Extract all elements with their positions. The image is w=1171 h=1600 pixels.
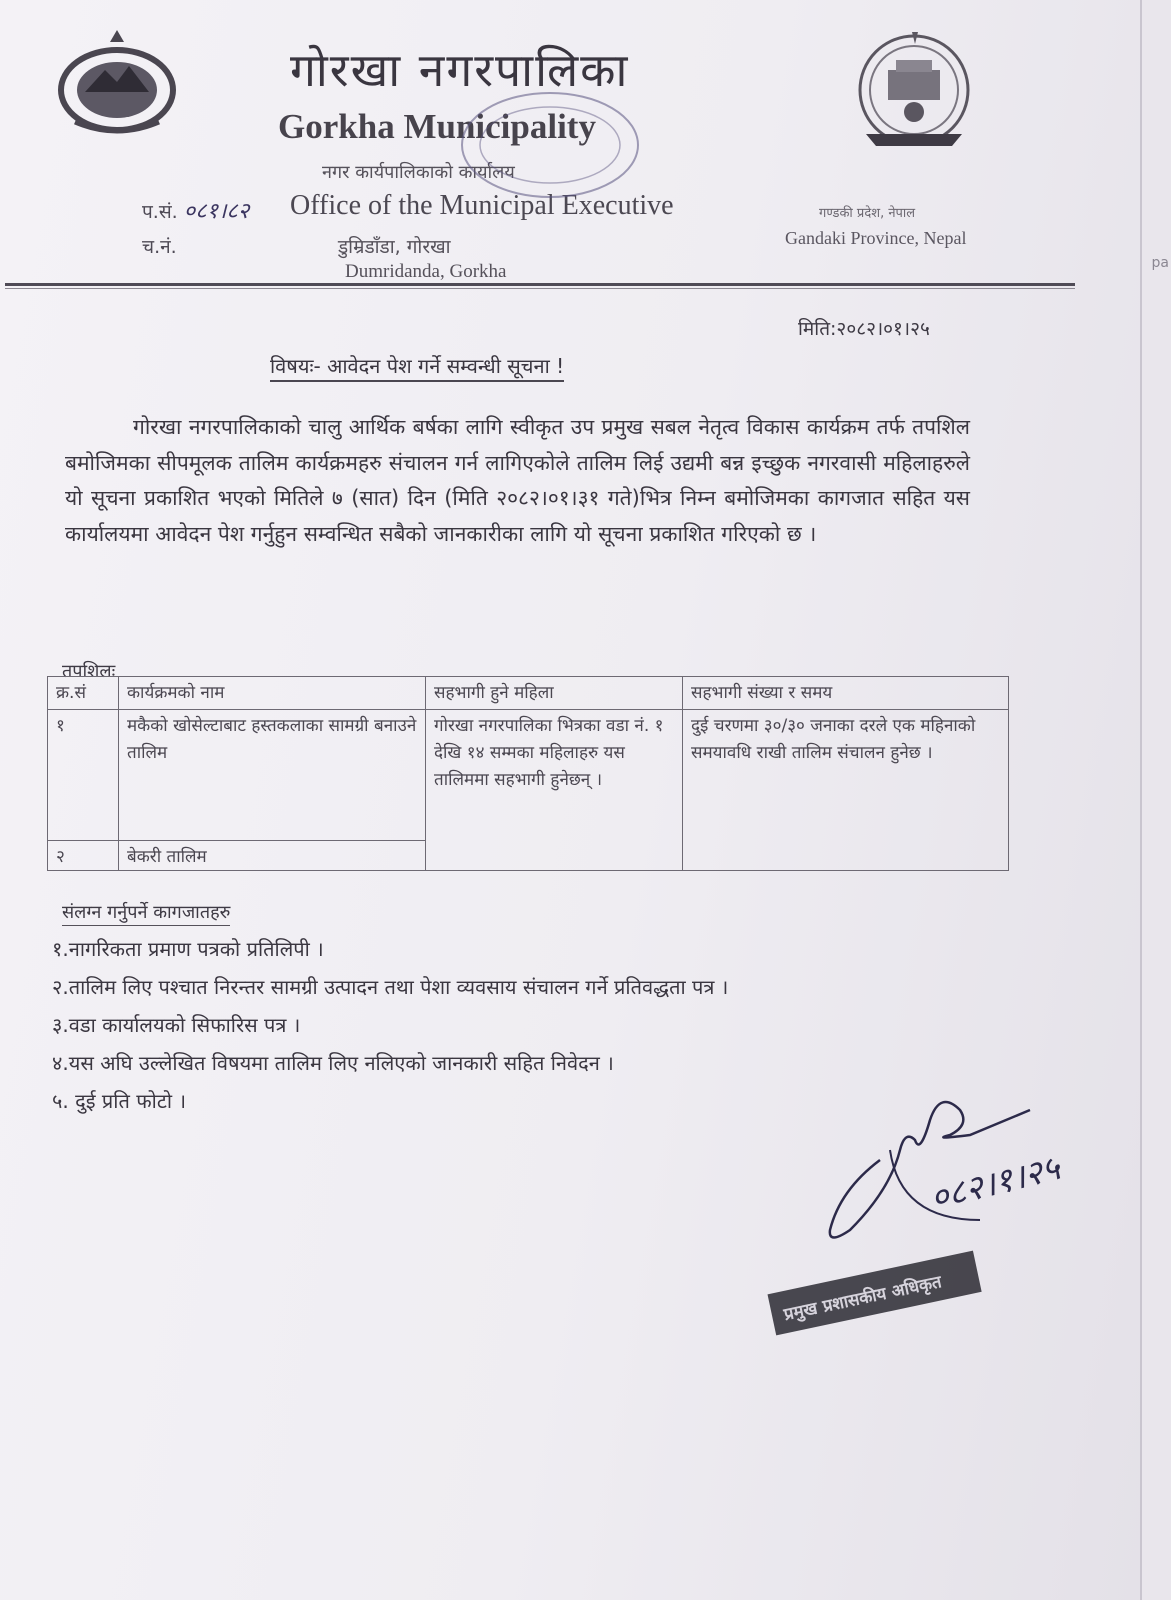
notice-date: मिति:२०८२।०१।२५ bbox=[798, 318, 930, 340]
adjacent-page-text: pa bbox=[1151, 255, 1169, 271]
office-name-nepali: नगर कार्यपालिकाको कार्यालय bbox=[322, 162, 515, 183]
signature bbox=[820, 1080, 1120, 1270]
header-divider bbox=[5, 283, 1075, 286]
chalani-number-label: च.नं. bbox=[142, 236, 177, 258]
header-count-time: सहभागी संख्या र समय bbox=[683, 677, 1009, 710]
notice-subject: विषयः- आवेदन पेश गर्ने सम्वन्धी सूचना ! bbox=[270, 352, 564, 382]
municipality-name-nepali: गोरखा नगरपालिका bbox=[290, 43, 630, 97]
nepal-emblem-icon bbox=[55, 30, 180, 140]
table-header-row bbox=[48, 677, 1009, 710]
table-row bbox=[48, 710, 1009, 841]
address-english: Dumridanda, Gorkha bbox=[345, 261, 507, 282]
header-program-name: कार्यक्रमको नाम bbox=[119, 677, 426, 710]
officer-seal-stamp bbox=[760, 1250, 990, 1340]
seal-text: प्रमुख प्रशासकीय अधिकृत bbox=[782, 1272, 944, 1326]
reference-label: प.सं. bbox=[142, 201, 178, 223]
list-item: २.तालिम लिए पश्चात निरन्तर सामग्री उत्पादन तथा पेशा व्यवसाय संचालन गर्ने प्रतिवद्धता पत्र । bbox=[52, 975, 729, 999]
reference-number bbox=[142, 195, 249, 225]
municipality-name-english: Gorkha Municipality bbox=[278, 107, 596, 146]
notice-body-text: गोरखा नगरपालिकाको चालु आर्थिक बर्षका लागि स्वीकृत उप प्रमुख सबल नेतृत्व विकास कार्यक्रम तर्फ तपशिल बमोजिमका सीपमूलक तालिम कार्यक्रमहरु संचालन गर्न लागिएकोले तालिम लिई उद्यमी बन्न इच्छुक नगरवासी महिलाहरुले यो सूचना प्रकाशित भएको मितिले ७ (सात) दिन (मिति २०८२।०१।३१ गते)भित्र निम्न बमोजिमका कागजात सहित यस कार्यालयमा आवेदन पेश गर्नुहुन सम्वन्धित सबैको जानकारीका लागि यो सूचना प्रकाशित गरिएको छ । bbox=[65, 415, 970, 546]
row-serial: २ bbox=[48, 841, 119, 871]
list-item: ४.यस अघि उल्लेखित विषयमा तालिम लिए नलिएको जानकारी सहित निवेदन । bbox=[52, 1051, 614, 1075]
signature-date: ०८२।१।२५ bbox=[926, 1150, 1064, 1218]
province-nepali: गण्डकी प्रदेश, नेपाल bbox=[819, 206, 916, 221]
page-edge bbox=[1140, 0, 1142, 1600]
header-participants: सहभागी हुने महिला bbox=[426, 677, 683, 710]
row-program-name: बेकरी तालिम bbox=[119, 841, 426, 871]
program-table bbox=[47, 676, 1009, 871]
address-nepali: डुम्रिडाँडा, गोरखा bbox=[338, 236, 451, 258]
row-program-name: मकैको खोसेल्टाबाट हस्तकलाका सामग्री बनाउने तालिम bbox=[119, 710, 426, 841]
notice-body bbox=[65, 410, 970, 552]
municipality-logo-icon bbox=[852, 30, 977, 150]
list-item: १.नागरिकता प्रमाण पत्रको प्रतिलिपी । bbox=[52, 937, 324, 961]
header-serial: क्र.सं bbox=[48, 677, 119, 710]
participants-cell: गोरखा नगरपालिका भित्रका वडा नं. १ देखि १४ सम्मका महिलाहरु यस तालिममा सहभागी हुनेछन् । bbox=[426, 710, 683, 871]
list-item: ५. दुई प्रति फोटो । bbox=[52, 1089, 187, 1113]
header-divider-thin bbox=[5, 288, 1075, 289]
office-stamp-icon bbox=[455, 85, 645, 205]
list-item: ३.वडा कार्यालयको सिफारिस पत्र । bbox=[52, 1013, 301, 1037]
count-time-cell: दुई चरणमा ३०/३० जनाका दरले एक महिनाको समयावधि राखी तालिम संचालन हुनेछ । bbox=[683, 710, 1009, 871]
details-label: तपशिलः bbox=[62, 661, 116, 682]
attachments-title: संलग्न गर्नुपर्ने कागजातहरु bbox=[62, 900, 230, 926]
attachments-list bbox=[52, 930, 728, 1120]
row-serial: १ bbox=[48, 710, 119, 841]
province-english: Gandaki Province, Nepal bbox=[785, 228, 967, 248]
office-name-english: Office of the Municipal Executive bbox=[290, 190, 674, 221]
reference-value: ०८१।८२ bbox=[183, 198, 250, 223]
